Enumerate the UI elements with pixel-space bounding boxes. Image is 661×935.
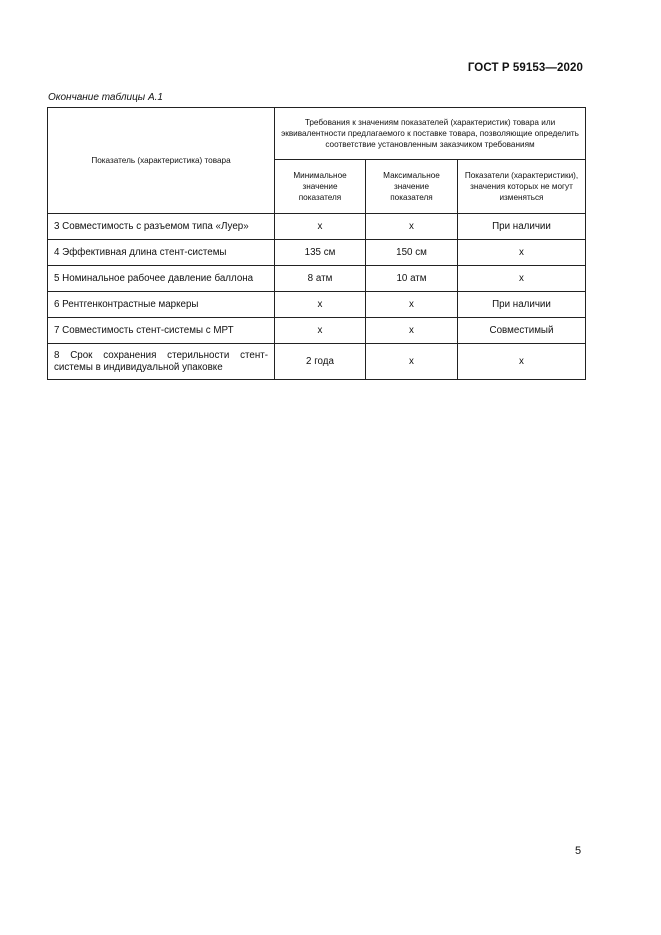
max-value-cell: х (366, 214, 458, 240)
requirements-header: Требования к значениям показателей (характеристик) товара или эквивалентности предлагаемого к поставке товара, позволяющие определить соответствие установленным заказчиком требованиям (275, 108, 586, 160)
specification-table (47, 107, 586, 380)
fixed-value-cell: При наличии (458, 214, 586, 240)
indicator-column-header: Показатель (характеристика) товара (48, 108, 275, 214)
table-row (48, 318, 586, 344)
indicator-cell: 7 Совместимость стент-системы с МРТ (48, 318, 275, 344)
max-value-cell: х (366, 292, 458, 318)
min-value-cell: х (275, 214, 366, 240)
min-value-cell: 8 атм (275, 266, 366, 292)
fixed-value-cell: х (458, 266, 586, 292)
table-row (48, 214, 586, 240)
min-value-cell: 135 см (275, 240, 366, 266)
min-value-cell: х (275, 292, 366, 318)
min-value-header: Минимальное значение показателя (275, 159, 366, 213)
standard-number: ГОСТ Р 59153—2020 (467, 62, 583, 74)
min-value-cell: 2 года (275, 344, 366, 380)
max-value-cell: х (366, 344, 458, 380)
max-value-cell: х (366, 318, 458, 344)
page-number: 5 (575, 845, 582, 857)
fixed-value-header: Показатели (характеристики), значения которых не могут изменяться (458, 159, 586, 213)
table-row (48, 344, 586, 380)
min-value-cell: х (275, 318, 366, 344)
fixed-value-cell: При наличии (458, 292, 586, 318)
indicator-cell: 4 Эффективная длина стент-системы (48, 240, 275, 266)
table-row (48, 266, 586, 292)
indicator-cell: 5 Номинальное рабочее давление баллона (48, 266, 275, 292)
indicator-cell: 6 Рентгенконтрастные маркеры (48, 292, 275, 318)
fixed-value-cell: х (458, 240, 586, 266)
fixed-value-cell: х (458, 344, 586, 380)
indicator-cell: 3 Совместимость с разъемом типа «Луер» (48, 214, 275, 240)
table-caption: Окончание таблицы А.1 (48, 92, 163, 103)
max-value-cell: 150 см (366, 240, 458, 266)
max-value-cell: 10 атм (366, 266, 458, 292)
max-value-header: Максимальное значение показателя (366, 159, 458, 213)
table-row (48, 292, 586, 318)
table-row (48, 240, 586, 266)
indicator-cell: 8 Срок сохранения стерильности стент-системы в индивидуальной упаковке (48, 344, 275, 380)
fixed-value-cell: Совместимый (458, 318, 586, 344)
